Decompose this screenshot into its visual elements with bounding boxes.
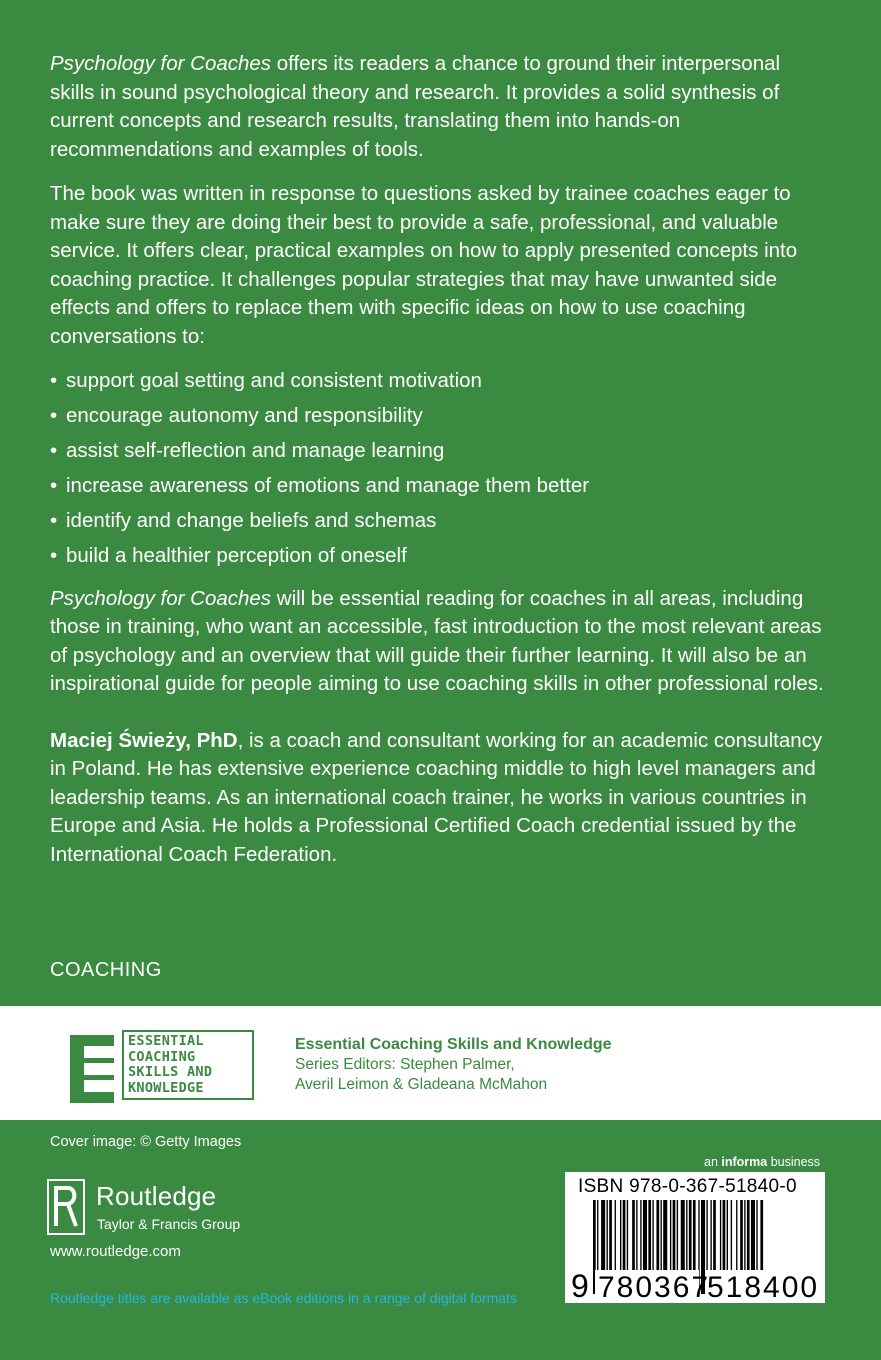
author-bio xyxy=(50,727,830,870)
subject-category: COACHING xyxy=(50,959,162,981)
series-info xyxy=(295,1035,612,1095)
blurb-text: offers its readers a chance to ground their interpersonal skills in sound psychological theory and research. It provides a solid synthesis of current concepts and research results, translating them into hands-on recommendations and examples of tools. xyxy=(50,52,781,161)
informa-prefix: an xyxy=(704,1155,722,1169)
list-item: • assist self-reflection and manage learning xyxy=(50,437,830,466)
ebook-note: Routledge titles are available as eBook editions in a range of digital formats xyxy=(50,1290,517,1306)
publisher-group: Taylor & Francis Group xyxy=(97,1216,241,1232)
barcode-digits-left: 780367 xyxy=(598,1271,711,1303)
publisher-logo xyxy=(46,1178,276,1238)
barcode-digits-right: 518400 xyxy=(707,1271,820,1303)
barcode-lead-digit: 9 xyxy=(571,1268,589,1303)
informa-suffix: business xyxy=(767,1155,821,1169)
author-name: Maciej Świeży, PhD xyxy=(50,728,238,752)
list-item: • increase awareness of emotions and manage them better xyxy=(50,472,830,501)
series-e-icon xyxy=(70,1035,114,1103)
list-item: • build a healthier perception of oneself xyxy=(50,542,830,571)
routledge-emblem-icon xyxy=(46,1178,86,1236)
publisher-name: Routledge xyxy=(96,1181,217,1211)
barcode xyxy=(565,1172,825,1303)
blurb-paragraph-2: The book was written in response to questions asked by trainee coaches eager to make sure they are doing their best to provide a safe, professional, and valuable service. It offers clear, practical examples on how to apply presented concepts into coaching practice. It challenges popular strategies that may have unwanted side effects and offers to replace them with specific ideas on how to use coaching conversations to: xyxy=(50,182,798,348)
publisher-website: www.routledge.com xyxy=(50,1243,181,1260)
author-bio-text: , is a coach and consultant working for an academic consultancy in Poland. He has extensive experience coaching middle to high level managers and leadership teams. As an international coach trainer, he works in various countries in Europe and Asia. He holds a Professional Certified Coach credential issued by the International Coach Federation. xyxy=(50,728,823,866)
blurb-paragraph-3 xyxy=(50,585,830,699)
informa-brand: informa xyxy=(721,1155,768,1169)
benefits-list xyxy=(50,367,830,571)
series-logo-text xyxy=(122,1030,254,1100)
series-editors-line-1: Series Editors: Stephen Palmer, xyxy=(295,1056,515,1073)
logo-line: COACHING xyxy=(128,1048,196,1065)
list-item: • support goal setting and consistent motivation xyxy=(50,367,830,396)
book-title-italic: Psychology for Coaches xyxy=(50,52,272,75)
list-item: • encourage autonomy and responsibility xyxy=(50,402,830,431)
series-editors-line-2: Averil Leimon & Gladeana McMahon xyxy=(295,1076,548,1093)
book-title-italic: Psychology for Coaches xyxy=(50,586,272,610)
list-item: • identify and change beliefs and schemas xyxy=(50,507,830,536)
blurb-text: will be essential reading for coaches in all areas, including those in training, who want an accessible, fast introduction to the most relevant areas of psychology and an overview that will guide their further learning. It will also be an inspirational guide for people aiming to use coaching skills in other professional roles. xyxy=(50,586,824,695)
back-cover-blurb xyxy=(50,50,830,885)
barcode-bars xyxy=(565,1172,825,1303)
series-logo xyxy=(70,1030,258,1102)
blurb-paragraph-1 xyxy=(50,50,830,164)
logo-line: SKILLS AND xyxy=(128,1064,213,1080)
series-band xyxy=(0,1006,881,1120)
logo-line: KNOWLEDGE xyxy=(128,1079,204,1096)
isbn-label: ISBN 978-0-367-51840-0 xyxy=(578,1176,797,1197)
series-title: Essential Coaching Skills and Knowledge xyxy=(295,1036,612,1053)
logo-line: ESSENTIAL xyxy=(128,1033,204,1049)
informa-business-label xyxy=(704,1155,820,1169)
cover-image-credit: Cover image: © Getty Images xyxy=(50,1134,242,1150)
